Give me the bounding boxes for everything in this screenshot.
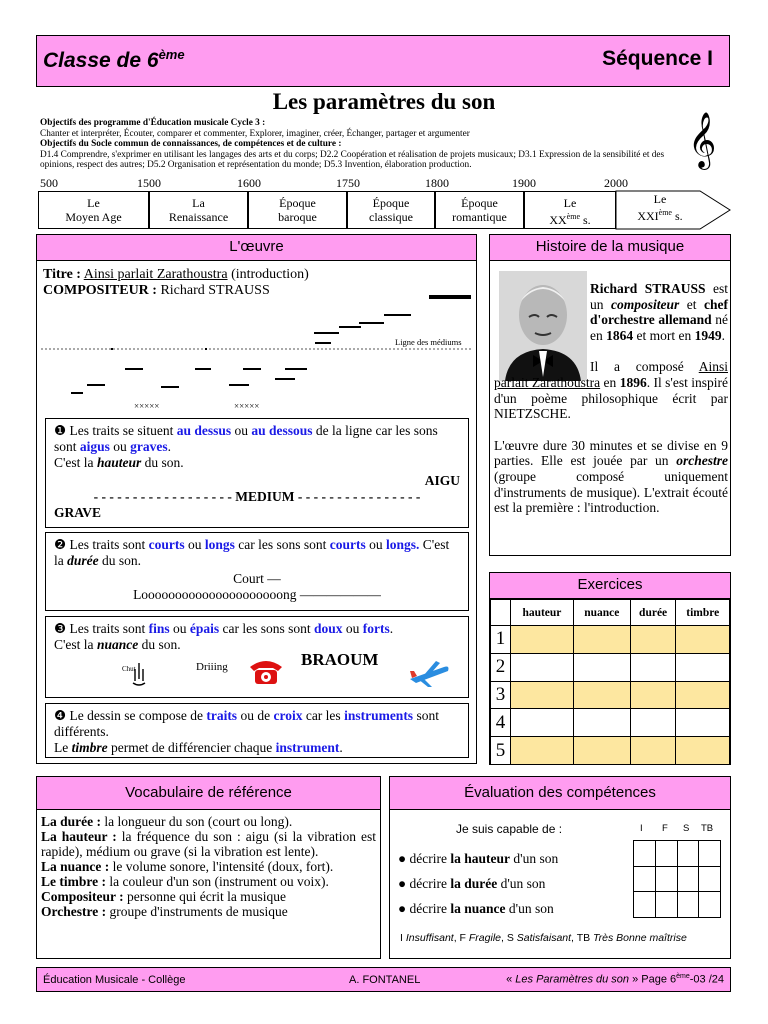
exercices-table — [490, 599, 730, 765]
driiing-label: Driiing — [196, 661, 228, 673]
row-number: 4 — [491, 709, 511, 737]
period-renaissance: La Renaissance — [149, 191, 248, 229]
col-nuance: nuance — [573, 600, 630, 626]
answer-cell[interactable] — [573, 626, 630, 654]
exercices-heading: Exercices — [490, 573, 730, 599]
answer-cell[interactable] — [676, 626, 730, 654]
vocab-item: Compositeur : personne qui écrit la musique — [41, 889, 286, 904]
timeline-years: 500 1500 1600 1750 1800 1900 2000 — [40, 176, 628, 190]
oeuvre-title-line: Titre : Ainsi parlait Zarathoustra (introduction) COMPOSITEUR : Richard STRAUSS — [43, 267, 309, 298]
answer-cell[interactable] — [630, 626, 676, 654]
answer-cell[interactable] — [630, 681, 676, 709]
eval-cell[interactable] — [677, 892, 699, 918]
answer-cell[interactable] — [676, 653, 730, 681]
eval-cell[interactable] — [634, 866, 656, 892]
vocab-item: La hauteur : la fréquence du son : aigu (si la vibration est rapide), médium ou grave (si la vibration est lente). — [41, 829, 376, 859]
eval-cell[interactable] — [699, 892, 721, 918]
braoum-label: BRAOUM — [301, 650, 379, 669]
col-hauteur: hauteur — [511, 600, 574, 626]
class-label: Classe de 6ème — [43, 47, 185, 72]
vocab-item: La durée : la longueur du son (court ou long). — [41, 814, 293, 829]
svg-text:×××××: ××××× — [134, 401, 160, 411]
capable-label: Je suis capable de : — [456, 822, 563, 836]
vocab-item: Orchestre : groupe d'instruments de musique — [41, 904, 288, 919]
col-duree: durée — [630, 600, 676, 626]
sound-graph — [39, 285, 473, 415]
eval-cell[interactable] — [699, 841, 721, 867]
eval-cell[interactable] — [655, 892, 677, 918]
objectives: Objectifs des programme d'Éducation musicale Cycle 3 : Chanter et interpréter, Écouter, comparer et commenter, Explorer, imaginer, créer, Échanger, partager et argumenter Objectifs du Socle commun de connaissances, de compétences et de culture : D1.4 Comprendre, s'exprimer en utilisant les langages des arts et du corps; D2.2 Coopération et réalisation de projets musicaux; D3.1 Expression de la sensibilité et des opinions, respect des autres; D5.2 Organisation et représentation du monde; D5.3 Invention, élaboration production. — [40, 118, 665, 170]
vocab-item: La nuance : le volume sonore, l'intensité (doux, fort). — [41, 859, 334, 874]
eval-cell[interactable] — [677, 866, 699, 892]
exercices-section — [489, 572, 731, 765]
competence-item: ● décrire la hauteur d'un son — [398, 851, 559, 866]
chut-label: Chut — [122, 665, 136, 673]
vocabulaire-list — [41, 814, 376, 919]
answer-cell[interactable] — [630, 653, 676, 681]
row-number: 2 — [491, 653, 511, 681]
answer-cell[interactable] — [630, 737, 676, 765]
answer-cell[interactable] — [511, 709, 574, 737]
answer-cell[interactable] — [573, 709, 630, 737]
histoire-text: Richard STRAUSS est un compositeur et chef d'orchestre allemand né en 1864 et mort en 1949. Il a composé Ainsi parlait Zarathoustra en 1896. Il s'est inspiré d'un poème philosophique écrit par NIETZSCHE. L'œuvre dure 30 minutes et se divise en 9 parties. Elle est jouée par un orchestre (groupe composé uniquement d'instruments de musique). L'extrait écouté est la première : l'introduction. — [494, 281, 728, 516]
chut-icon — [130, 661, 148, 687]
footer-bar — [36, 967, 731, 992]
answer-cell[interactable] — [511, 681, 574, 709]
eval-cell[interactable] — [655, 866, 677, 892]
timbre-box: ❹ Le dessin se compose de traits ou de croix car les instruments sont différents. Le timbre permet de différencier chaque instrument. — [45, 703, 469, 758]
oeuvre-heading: L'œuvre — [37, 235, 476, 261]
row-number: 5 — [491, 737, 511, 765]
period-classique: Époque classique — [347, 191, 435, 229]
footer-right: « Les Paramètres du son » Page 6ème-03 /24 — [506, 973, 724, 986]
svg-text:×××××: ××××× — [234, 401, 260, 411]
eval-cell[interactable] — [634, 841, 656, 867]
period-xx: Le XXème s. — [524, 191, 616, 229]
competence-item: ● décrire la durée d'un son — [398, 876, 546, 891]
vocab-item: Le timbre : la couleur d'un son (instrument ou voix). — [41, 874, 329, 889]
telephone-icon — [246, 655, 286, 687]
eval-cell[interactable] — [677, 841, 699, 867]
oeuvre-section — [36, 234, 477, 764]
vocabulaire-heading: Vocabulaire de référence — [37, 777, 380, 810]
histoire-heading: Histoire de la musique — [490, 235, 730, 261]
competence-list — [398, 846, 558, 921]
period-xxi: Le XXIème s. — [637, 192, 683, 223]
period-baroque: Époque baroque — [248, 191, 347, 229]
evaluation-grid — [633, 840, 721, 918]
eval-cell[interactable] — [699, 866, 721, 892]
medium-line-label: Ligne des médiums — [395, 337, 462, 347]
answer-cell[interactable] — [511, 653, 574, 681]
answer-cell[interactable] — [676, 681, 730, 709]
competence-item: ● décrire la nuance d'un son — [398, 901, 554, 916]
evaluation-heading: Évaluation des compétences — [390, 777, 730, 810]
answer-cell[interactable] — [511, 737, 574, 765]
histoire-section — [489, 234, 731, 556]
vocabulaire-section — [36, 776, 381, 959]
treble-clef-icon: 𝄞 — [688, 112, 717, 168]
evaluation-legend: I Insuffisant, F Fragile, S Satisfaisant, TB Très Bonne maîtrise — [400, 932, 687, 944]
footer-left: Éducation Musicale - Collège — [43, 974, 186, 986]
eval-cell[interactable] — [634, 892, 656, 918]
duree-box: ❷ Les traits sont courts ou longs car les sons sont courts ou longs. C'est la durée du son. Court — Looooooooooooooooooooong —————— — [45, 532, 469, 611]
answer-cell[interactable] — [511, 626, 574, 654]
period-romantique: Époque romantique — [435, 191, 524, 229]
answer-cell[interactable] — [676, 737, 730, 765]
header-bar — [36, 35, 730, 87]
period-moyen-age: Le Moyen Age — [38, 191, 149, 229]
row-number: 3 — [491, 681, 511, 709]
col-timbre: timbre — [676, 600, 730, 626]
footer-center: A. FONTANEL — [349, 974, 421, 986]
evaluation-section: Évaluation des compétences Je suis capable de : I F S TB ● décrire la hauteur d'un son ● décrire la durée d'un son ● décrire la nuance d'un son I Insuffisant, F Fragile, S Satisfaisant, TB Très Bonne maîtrise — [389, 776, 731, 959]
answer-cell[interactable] — [573, 653, 630, 681]
answer-cell[interactable] — [573, 737, 630, 765]
sequence-label: Séquence I — [602, 47, 713, 70]
hauteur-box: ❶ Les traits se situent au dessus ou au dessous de la ligne car les sons sont aigus ou graves. C'est la hauteur du son. AIGU - - - - - - - - - - - - - - - - - - MEDIUM - - - - - - - - - - - - - - - - GRAVE — [45, 418, 469, 528]
nuance-box: ❸ Les traits sont fins ou épais car les sons sont doux ou forts. C'est la nuance du son. Chut Driiing BRAOUM — [45, 616, 469, 698]
answer-cell[interactable] — [630, 709, 676, 737]
row-number: 1 — [491, 626, 511, 654]
eval-cell[interactable] — [655, 841, 677, 867]
answer-cell[interactable] — [573, 681, 630, 709]
page-title: Les paramètres du son — [272, 89, 496, 114]
airplane-icon — [408, 657, 452, 689]
answer-cell[interactable] — [676, 709, 730, 737]
